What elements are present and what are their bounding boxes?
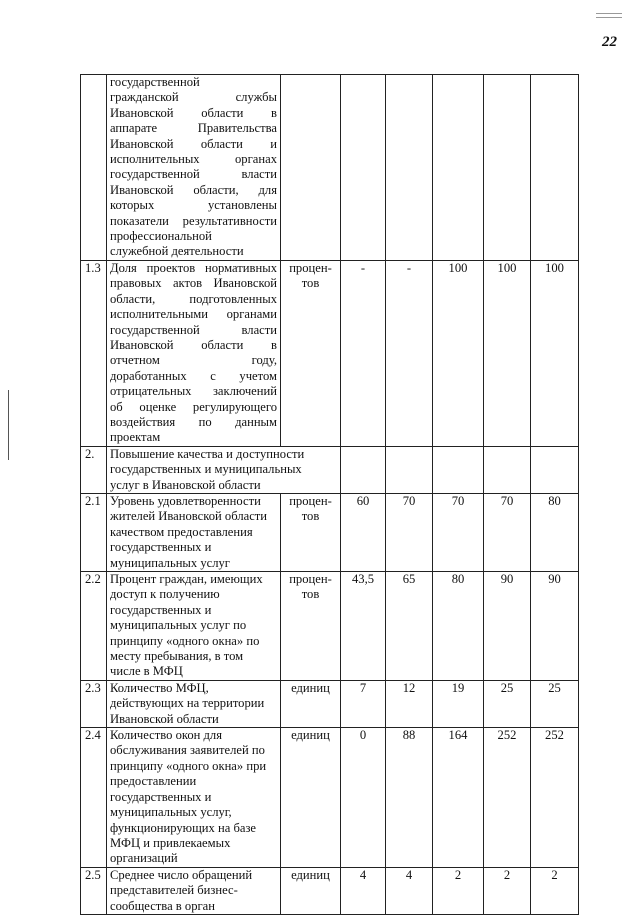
unit-cell xyxy=(281,260,341,446)
value-cell xyxy=(341,446,386,493)
description-line: муниципальных услуг xyxy=(110,555,230,570)
row-number-cell xyxy=(81,75,107,261)
description-line: представителей бизнес- xyxy=(110,883,238,898)
description-line: государственной власти xyxy=(110,167,277,182)
value-cell xyxy=(386,75,433,261)
indicator-description-cell xyxy=(107,493,281,571)
value-cell xyxy=(531,75,579,261)
row-number-cell: 2.5 xyxy=(81,867,107,914)
description-line: служебной деятельности xyxy=(110,244,244,259)
value-cell: 100 xyxy=(531,260,579,446)
table-row xyxy=(81,493,579,571)
description-line: Ивановской области в xyxy=(110,105,277,120)
value-cell: 70 xyxy=(433,493,484,571)
description-line: Ивановской области и xyxy=(110,136,277,151)
table-row xyxy=(81,728,579,868)
description-line: Количество МФЦ, xyxy=(110,680,209,695)
value-cell: 80 xyxy=(531,493,579,571)
indicator-description-cell xyxy=(107,867,281,914)
unit-line: единиц xyxy=(291,680,330,695)
unit-cell xyxy=(281,680,341,727)
scan-artifact-line xyxy=(8,390,9,460)
description-line: государственных и xyxy=(110,789,212,804)
value-cell: - xyxy=(386,260,433,446)
scan-artifact-line xyxy=(596,17,622,18)
description-line: гражданской службы xyxy=(110,90,277,105)
description-line: Уровень удовлетворенности xyxy=(110,493,261,508)
description-line: услуг в Ивановской области xyxy=(110,477,261,492)
description-line: действующих на территории xyxy=(110,696,265,711)
row-number-cell: 1.3 xyxy=(81,260,107,446)
description-line: области, подготовленных xyxy=(110,291,277,306)
value-cell: 2 xyxy=(484,867,531,914)
description-line: проектам xyxy=(110,430,161,445)
unit-cell xyxy=(281,75,341,261)
description-line: функционирующих на базе xyxy=(110,820,257,835)
indicators-table xyxy=(80,74,579,915)
description-line: МФЦ и привлекаемых xyxy=(110,835,231,850)
indicator-description-cell xyxy=(107,728,281,868)
value-cell: 2 xyxy=(433,867,484,914)
description-line: об оценке регулирующего xyxy=(110,399,277,414)
table-body xyxy=(81,75,579,915)
value-cell: 60 xyxy=(341,493,386,571)
description-line: государственной власти xyxy=(110,322,277,337)
value-cell: 90 xyxy=(484,572,531,681)
value-cell: 164 xyxy=(433,728,484,868)
scan-artifact-line xyxy=(596,13,622,14)
description-line: государственных и xyxy=(110,540,212,555)
value-cell: 252 xyxy=(484,728,531,868)
description-line: государственных и xyxy=(110,602,212,617)
value-cell: 25 xyxy=(484,680,531,727)
table-row xyxy=(81,680,579,727)
value-cell: 65 xyxy=(386,572,433,681)
row-number-cell: 2.3 xyxy=(81,680,107,727)
page-number: 22 xyxy=(602,34,617,50)
value-cell xyxy=(484,75,531,261)
value-cell: 7 xyxy=(341,680,386,727)
value-cell xyxy=(433,75,484,261)
unit-line: единиц xyxy=(291,867,330,882)
value-cell: 90 xyxy=(531,572,579,681)
indicator-description-cell xyxy=(107,446,341,493)
table-row xyxy=(81,867,579,914)
value-cell xyxy=(433,446,484,493)
unit-line: тов xyxy=(301,587,320,602)
value-cell xyxy=(484,446,531,493)
description-line: сообщества в орган xyxy=(110,898,215,913)
description-line: аппарате Правительства xyxy=(110,121,277,136)
unit-line: тов xyxy=(301,509,320,524)
value-cell: 70 xyxy=(386,493,433,571)
indicator-description-cell xyxy=(107,75,281,261)
row-number-cell: 2.2 xyxy=(81,572,107,681)
indicator-description-cell xyxy=(107,260,281,446)
description-line: принципу «одного окна» по xyxy=(110,633,260,648)
description-line: месту пребывания, в том xyxy=(110,649,244,664)
indicator-description-cell xyxy=(107,680,281,727)
value-cell: 100 xyxy=(433,260,484,446)
description-line: отчетном году, xyxy=(110,353,277,368)
value-cell: 88 xyxy=(386,728,433,868)
row-number-cell: 2.4 xyxy=(81,728,107,868)
value-cell: 25 xyxy=(531,680,579,727)
unit-cell xyxy=(281,572,341,681)
description-line: Ивановской области, для xyxy=(110,182,277,197)
description-line: доработанных с учетом xyxy=(110,368,277,383)
table-row xyxy=(81,446,579,493)
indicator-description-cell xyxy=(107,572,281,681)
description-line: принципу «одного окна» при xyxy=(110,758,267,773)
row-number-cell: 2. xyxy=(81,446,107,493)
description-line: жителей Ивановской области xyxy=(110,509,268,524)
unit-cell xyxy=(281,728,341,868)
value-cell: 4 xyxy=(386,867,433,914)
value-cell: 70 xyxy=(484,493,531,571)
value-cell: 100 xyxy=(484,260,531,446)
unit-line: единиц xyxy=(291,728,330,743)
value-cell: 4 xyxy=(341,867,386,914)
description-line: Ивановской области в xyxy=(110,337,277,352)
unit-line: тов xyxy=(301,276,320,291)
value-cell: 252 xyxy=(531,728,579,868)
description-line: Процент граждан, имеющих xyxy=(110,572,263,586)
description-line: Среднее число обращений xyxy=(110,867,253,882)
value-cell: 2 xyxy=(531,867,579,914)
value-cell: - xyxy=(341,260,386,446)
description-line: муниципальных услуг, xyxy=(110,805,232,820)
description-line: государственных и муниципальных xyxy=(110,462,302,477)
value-cell: 19 xyxy=(433,680,484,727)
description-line: обслуживания заявителей по xyxy=(110,743,265,758)
table-row xyxy=(81,572,579,681)
description-line: которых установлены xyxy=(110,198,277,213)
description-line: правовых актов Ивановской xyxy=(110,276,277,291)
value-cell: 0 xyxy=(341,728,386,868)
description-line: государственной xyxy=(110,75,200,89)
description-line: муниципальных услуг по xyxy=(110,618,247,633)
unit-line: процен- xyxy=(289,493,332,508)
description-line: показатели результативности xyxy=(110,213,277,228)
description-line: числе в МФЦ xyxy=(110,664,183,679)
unit-cell xyxy=(281,493,341,571)
value-cell xyxy=(531,446,579,493)
description-line: Количество окон для xyxy=(110,728,223,743)
description-line: доступ к получению xyxy=(110,587,220,602)
description-line: Ивановской области xyxy=(110,711,219,726)
description-line: исполнительными органами xyxy=(110,307,277,322)
description-line: отрицательных заключений xyxy=(110,384,277,399)
description-line: предоставлении xyxy=(110,774,197,789)
description-line: Повышение качества и доступности xyxy=(110,446,305,461)
row-number-cell: 2.1 xyxy=(81,493,107,571)
table-row xyxy=(81,260,579,446)
description-line: качеством предоставления xyxy=(110,524,253,539)
value-cell xyxy=(341,75,386,261)
value-cell xyxy=(386,446,433,493)
description-line: профессиональной xyxy=(110,229,212,244)
value-cell: 12 xyxy=(386,680,433,727)
table-row xyxy=(81,75,579,261)
unit-line: процен- xyxy=(289,260,332,275)
description-line: воздействия по данным xyxy=(110,414,277,429)
description-line: Доля проектов нормативных xyxy=(110,260,277,275)
description-line: исполнительных органах xyxy=(110,152,277,167)
description-line: организаций xyxy=(110,851,178,866)
unit-line: процен- xyxy=(289,572,332,586)
unit-cell xyxy=(281,867,341,914)
value-cell: 80 xyxy=(433,572,484,681)
value-cell: 43,5 xyxy=(341,572,386,681)
